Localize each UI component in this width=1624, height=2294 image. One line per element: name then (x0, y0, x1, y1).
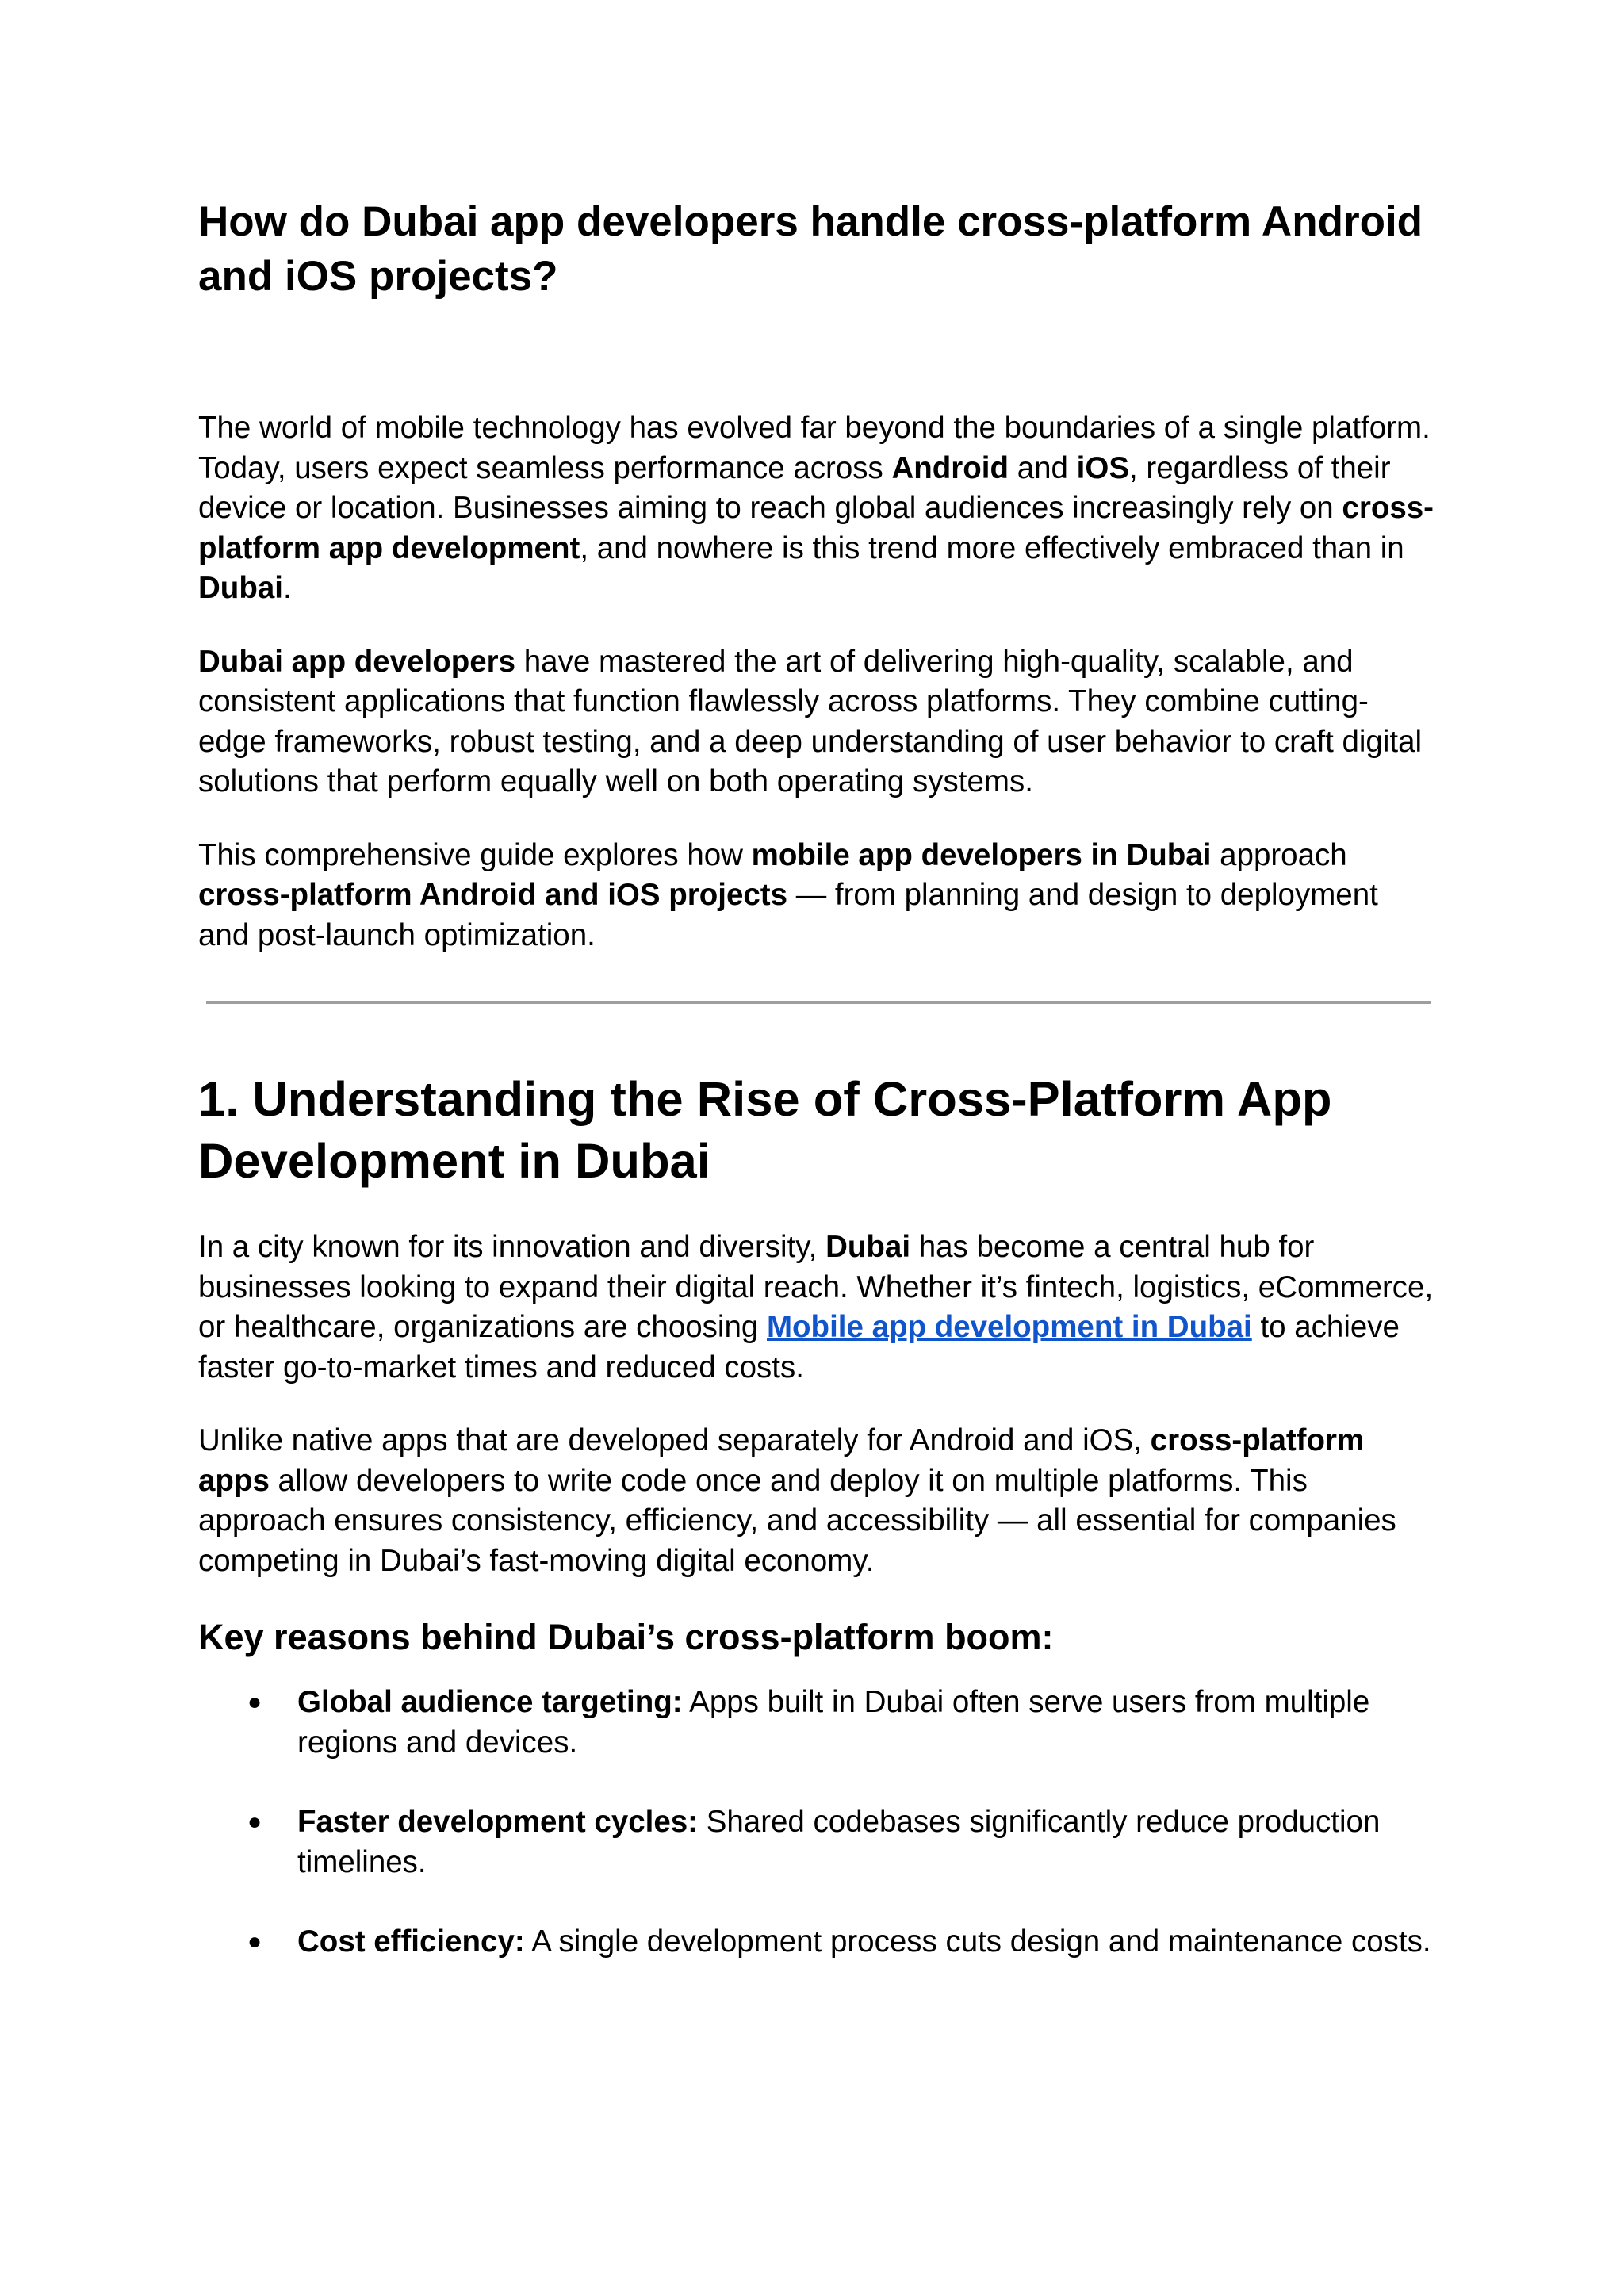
key-reasons-subheading: Key reasons behind Dubai’s cross-platform boom: (198, 1617, 1054, 1657)
section-1-heading: 1. Understanding the Rise of Cross-Platform App Development in Dubai (198, 1072, 1332, 1189)
section-1-paragraph-2: Unlike native apps that are developed separately for Android and iOS, cross-platform apps allow developers to write code once and deploy it on multiple platforms. This approach ensures consistency, efficiency, and accessibility — all essential for companies competing in Dubai’s fast-moving digital economy. (198, 1423, 1396, 1578)
list-item: ● Global audience targeting: Apps built in Dubai often serve users from multiple regions and devices. (198, 1683, 1435, 1763)
key-reasons-list (198, 1683, 1435, 1963)
intro-paragraph-2: Dubai app developers have mastered the art of delivering high-quality, scalable, and consistent applications that function flawlessly across platforms. They combine cutting-edge frameworks, robust testing, and a deep understanding of user behavior to craft digital solutions that perform equally well on both operating systems. (198, 644, 1423, 798)
document-title: How do Dubai app developers handle cross-platform Android and iOS projects? (198, 198, 1423, 300)
bullet-icon: ● (247, 1689, 262, 1715)
intro-paragraph-1: The world of mobile technology has evolved far beyond the boundaries of a single platform. Today, users expect seamless performance across Android and iOS, regardless of their device or location. Businesses aiming to reach global audiences increasingly rely on cross-platform app development, and nowhere is this trend more effectively embraced than in Dubai. (198, 411, 1434, 605)
mobile-app-development-link[interactable]: Mobile app development in Dubai (766, 1310, 1252, 1344)
bullet-icon: ● (247, 1809, 262, 1835)
intro-paragraph-3: This comprehensive guide explores how mobile app developers in Dubai approach cross-platform Android and iOS projects — from planning and design to deployment and post-launch optimization. (198, 837, 1378, 952)
horizontal-rule (206, 1001, 1431, 1004)
bullet-icon: ● (247, 1928, 262, 1955)
list-item: ● Faster development cycles: Shared codebases significantly reduce production timelines. (198, 1802, 1435, 1882)
document-body (198, 194, 1435, 2002)
list-item: ● Cost efficiency: A single development process cuts design and maintenance costs. (198, 1922, 1435, 1963)
section-1-paragraph-1: In a city known for its innovation and diversity, Dubai has become a central hub for businesses looking to expand their digital reach. Whether it’s fintech, logistics, eCommerce, or healthcare, organizations are choosing Mobile app development in Dubai to achieve faster go-to-market times and reduced costs. (198, 1230, 1434, 1384)
